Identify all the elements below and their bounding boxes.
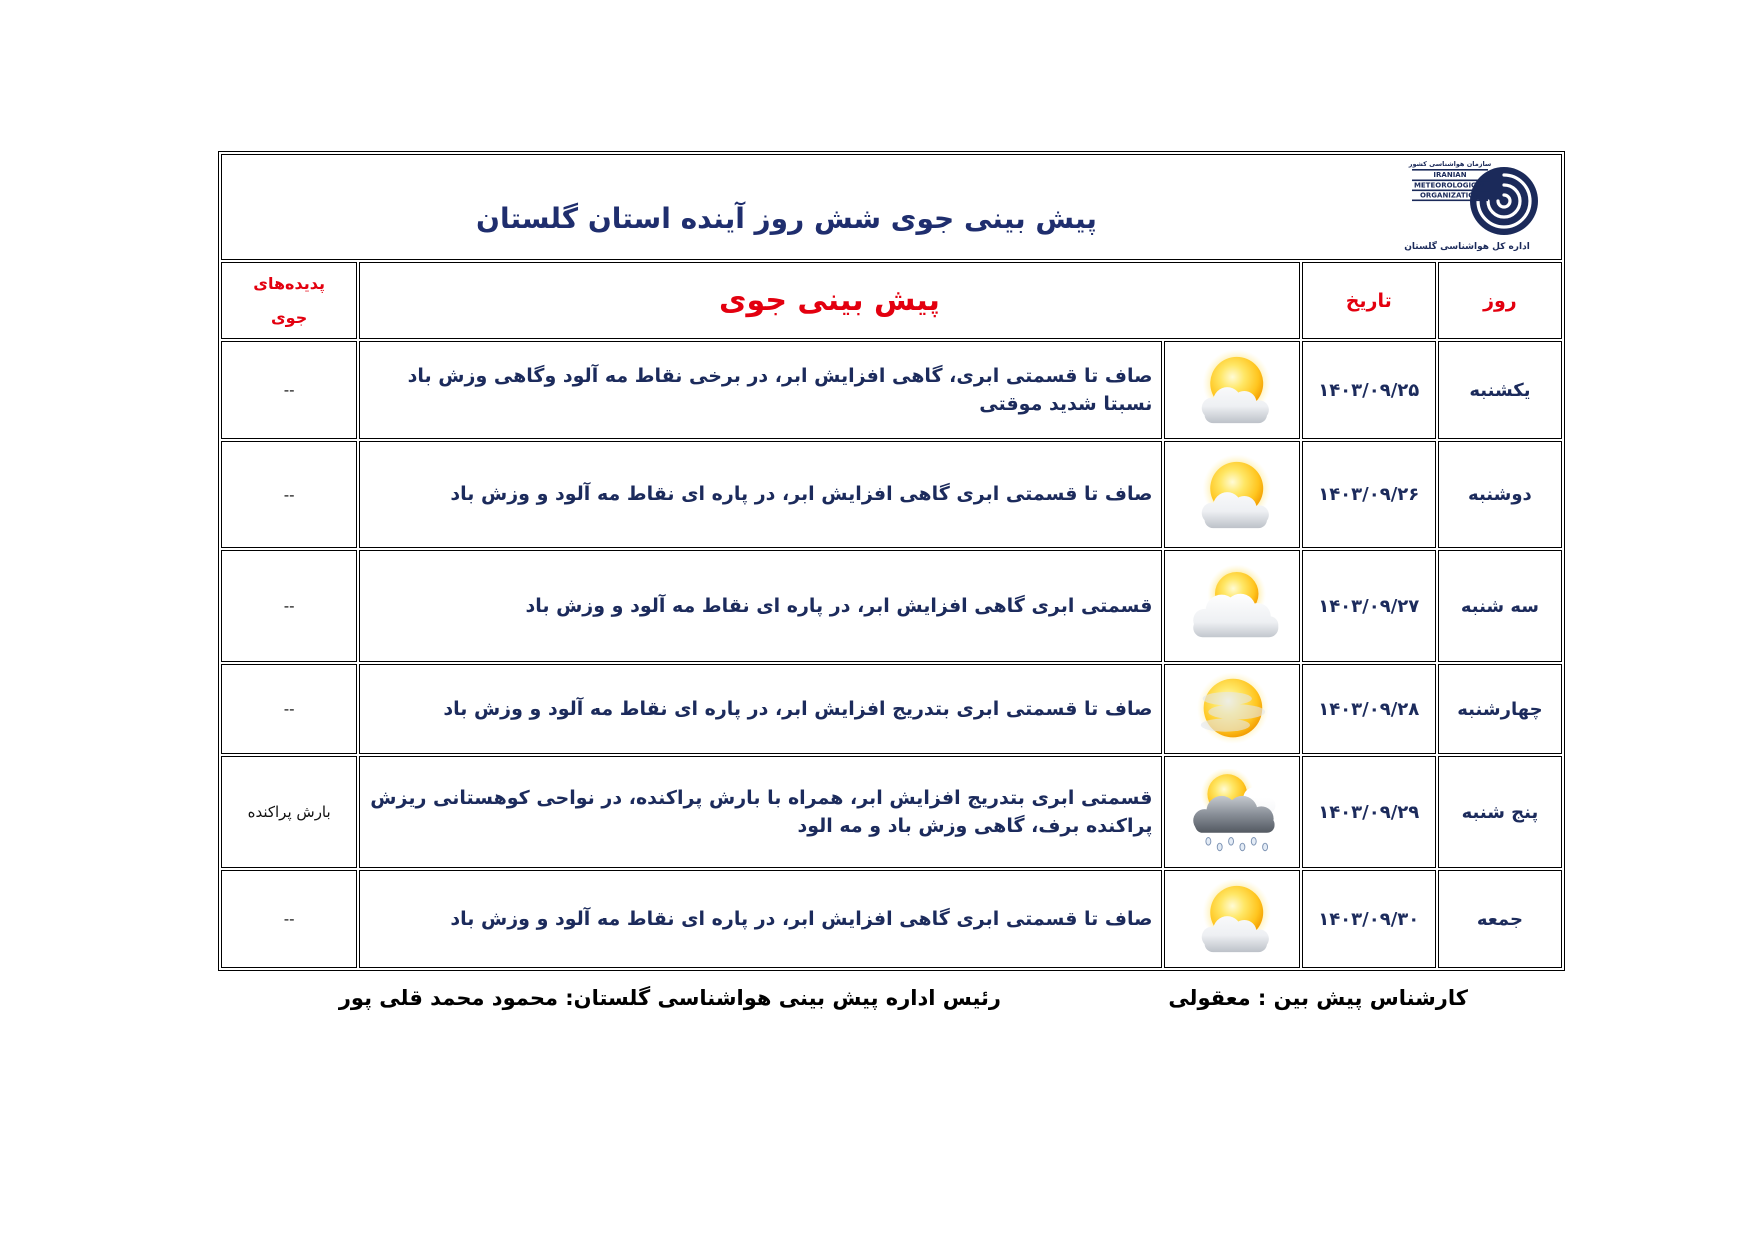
partly-cloudy-icon: [1180, 452, 1284, 538]
day-name: دوشنبه: [1438, 441, 1562, 548]
weather-phenomena: --: [221, 550, 357, 662]
forecast-date: ۱۴۰۳/۰۹/۲۹: [1302, 756, 1436, 868]
day-name: پنج شنبه: [1438, 756, 1562, 868]
header-date: تاریخ: [1302, 262, 1436, 339]
partly-cloudy-icon: [1180, 876, 1284, 962]
logo-org-name-en-2: METEOROLOGICAL: [1413, 181, 1487, 190]
forecast-text: صاف تا قسمتی ابری بتدریج افزایش ابر، در پاره ای نقاط مه آلود و وزش باد: [359, 664, 1162, 754]
title-cell: [221, 154, 1562, 260]
weather-phenomena: --: [221, 341, 357, 439]
header-forecast: پیش بینی جوی: [359, 262, 1299, 339]
forecast-date: ۱۴۰۳/۰۹/۲۵: [1302, 341, 1436, 439]
logo-org-name-fa: سازمان هواشناسی کشور: [1408, 160, 1492, 168]
logo-office-name: اداره کل هواشناسی گلستان: [1404, 242, 1530, 252]
logo-org-name-en-3: ORGANIZATION: [1419, 191, 1481, 200]
forecast-date: ۱۴۰۳/۰۹/۲۷: [1302, 550, 1436, 662]
forecast-text: قسمتی ابری بتدریج افزایش ابر، همراه با بارش پراکنده، در نواحی کوهستانی ریزش پراکنده برف، گاهی وزش باد و مه الود: [359, 756, 1162, 868]
meteorological-organization-logo: [1392, 157, 1542, 255]
rain-showers-icon: [1180, 769, 1284, 855]
day-name: سه شنبه: [1438, 550, 1562, 662]
day-name: جمعه: [1438, 870, 1562, 968]
weather-icon-cell: [1164, 756, 1299, 868]
page-title: پیش بینی جوی شش روز آینده استان گلستان: [476, 201, 1097, 235]
header-row: [221, 262, 1562, 339]
logo-org-name-en-1: IRANIAN: [1433, 171, 1467, 179]
day-name: چهارشنبه: [1438, 664, 1562, 754]
forecast-row: [221, 341, 1562, 439]
forecast-sheet: [218, 151, 1565, 971]
forecast-date: ۱۴۰۳/۰۹/۳۰: [1302, 870, 1436, 968]
header-day: روز: [1438, 262, 1562, 339]
weather-icon-graphic: [1180, 876, 1284, 962]
weather-icon-graphic: [1180, 452, 1284, 538]
weather-phenomena: --: [221, 870, 357, 968]
forecast-table: [218, 151, 1565, 971]
forecaster-signature: کارشناس پیش بین : معقولی: [1168, 986, 1468, 1010]
forecast-row: [221, 664, 1562, 754]
weather-icon-cell: [1164, 441, 1299, 548]
weather-phenomena: بارش پراکنده: [221, 756, 357, 868]
day-name: یکشنبه: [1438, 341, 1562, 439]
logo-graphic: [1392, 157, 1542, 255]
forecast-row: [221, 550, 1562, 662]
forecast-text: صاف تا قسمتی ابری گاهی افزایش ابر، در پاره ای نقاط مه آلود و وزش باد: [359, 441, 1162, 548]
forecast-row: [221, 441, 1562, 548]
forecast-row: [221, 870, 1562, 968]
forecast-row: [221, 756, 1562, 868]
header-phenomena-line-1: پدیده‌های: [253, 273, 325, 293]
weather-phenomena: --: [221, 664, 357, 754]
header-phenomena-line-2: جوی: [271, 307, 308, 327]
title-row: [221, 154, 1562, 260]
weather-icon-cell: [1164, 341, 1299, 439]
weather-phenomena: --: [221, 441, 357, 548]
weather-icon-graphic: [1180, 666, 1284, 752]
weather-icon-cell: [1164, 550, 1299, 662]
weather-icon-cell: [1164, 664, 1299, 754]
hazy-sun-icon: [1180, 666, 1284, 752]
office-head-signature: رئیس اداره پیش بینی هواشناسی گلستان: محمود محمد قلی پور: [338, 986, 1001, 1010]
forecast-text: صاف تا قسمتی ابری، گاهی افزایش ابر، در برخی نقاط مه آلود وگاهی وزش باد نسبتا شدید موقتی: [359, 341, 1162, 439]
weather-icon-cell: [1164, 870, 1299, 968]
forecast-date: ۱۴۰۳/۰۹/۲۶: [1302, 441, 1436, 548]
header-phenomena: [221, 262, 357, 339]
forecast-text: صاف تا قسمتی ابری گاهی افزایش ابر، در پاره ای نقاط مه آلود و وزش باد: [359, 870, 1162, 968]
mostly-cloudy-icon: [1180, 563, 1284, 649]
weather-icon-graphic: [1180, 347, 1284, 433]
forecast-text: قسمتی ابری گاهی افزایش ابر، در پاره ای نقاط مه آلود و وزش باد: [359, 550, 1162, 662]
forecast-date: ۱۴۰۳/۰۹/۲۸: [1302, 664, 1436, 754]
weather-icon-graphic: [1180, 563, 1284, 649]
weather-icon-graphic: [1180, 769, 1284, 855]
partly-cloudy-icon: [1180, 347, 1284, 433]
